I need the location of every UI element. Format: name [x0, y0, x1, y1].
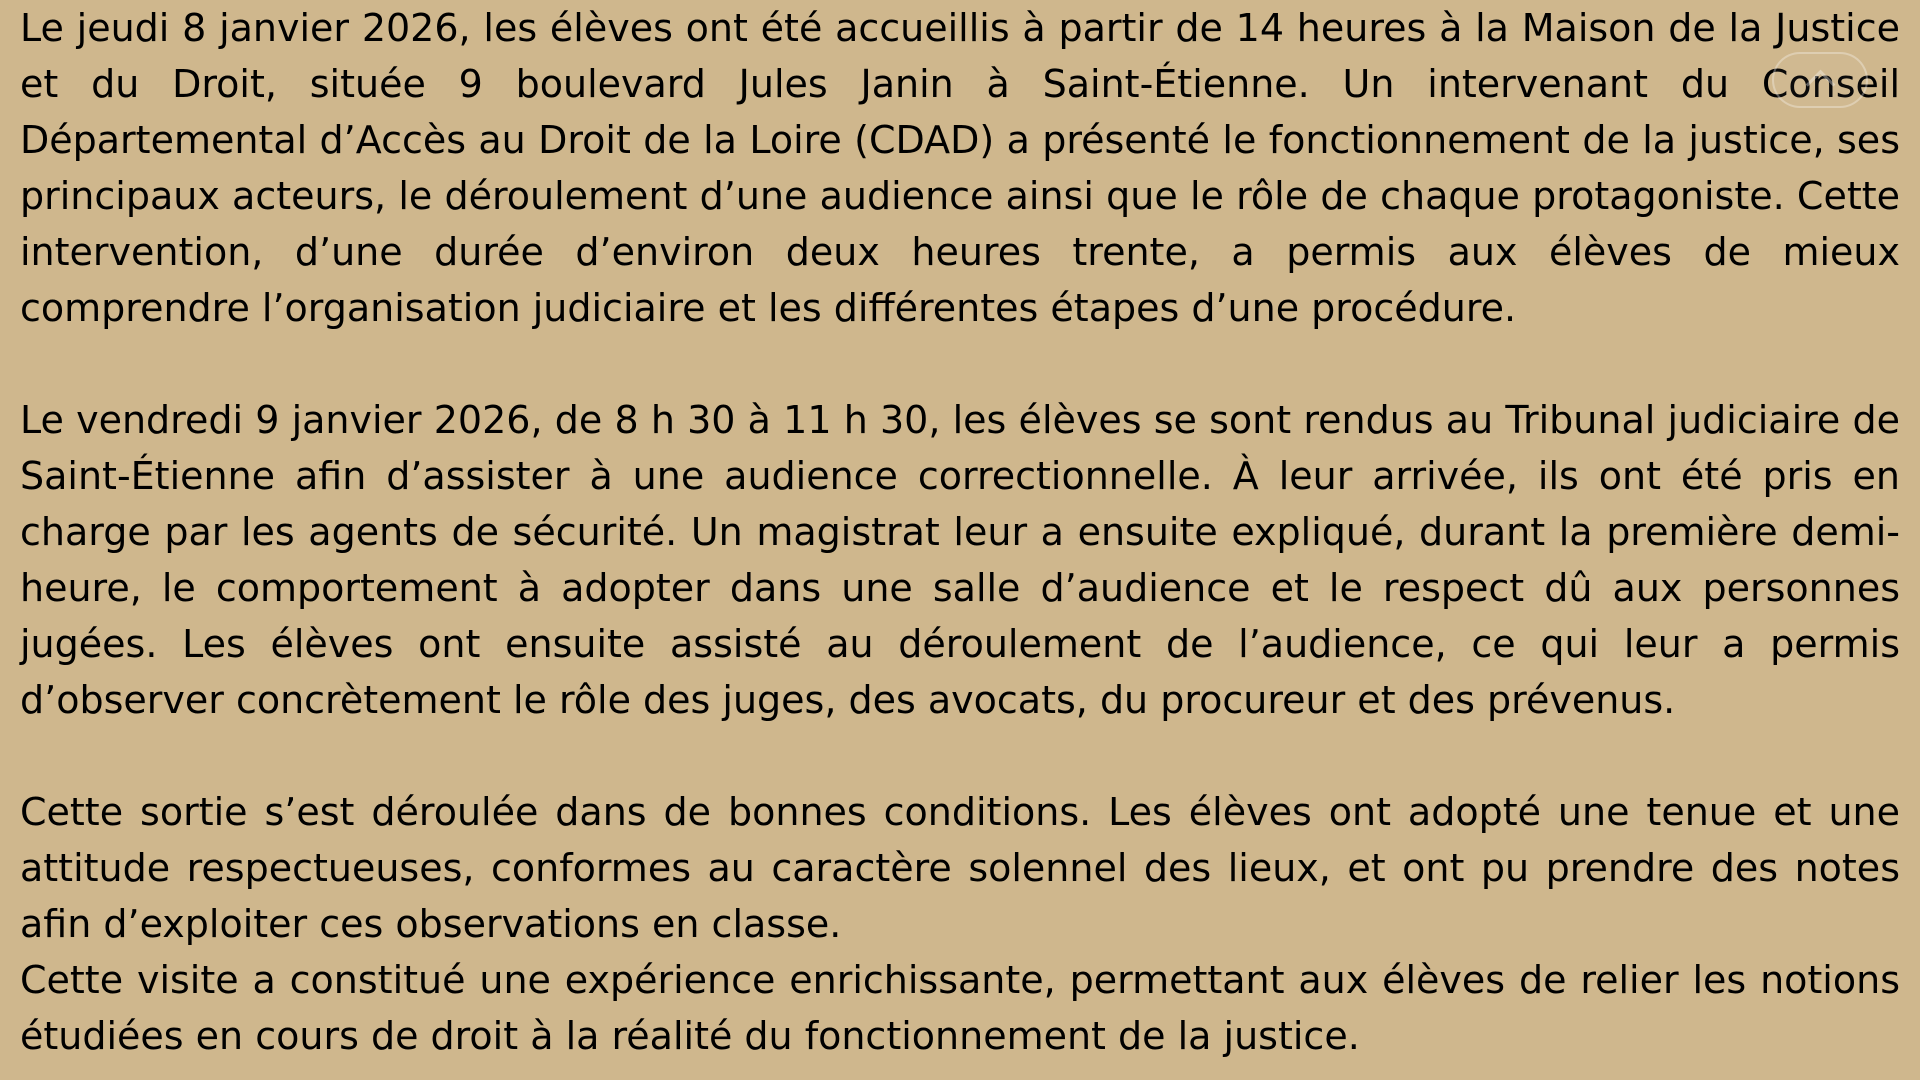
- paragraph-spacer: [20, 336, 1900, 392]
- paragraph-conditions: Cette sortie s’est déroulée dans de bonnes conditions. Les élèves ont adopté une tenue et une attitude respectueuses, conformes au caractère solennel des lieux, et ont pu prendre des notes afin d’exploiter ces observations en classe.: [20, 790, 1900, 946]
- paragraph-conclusion: Cette visite a constitué une expérience enrichissante, permettant aux élèves de relier les notions étudiées en cours de droit à la réalité du fonctionnement de la justice.: [20, 958, 1900, 1058]
- paragraph-second-day: Le vendredi 9 janvier 2026, de 8 h 30 à 11 h 30, les élèves se sont rendus au Tribunal judiciaire de Saint-Étienne afin d’assister à une audience correctionnelle. À leur arrivée, ils ont été pris en charge par les agents de sécurité. Un magistrat leur a ensuite expliqué, durant la première demi-heure, le comportement à adopter dans une salle d’audience et le respect dû aux personnes jugées. Les élèves ont ensuite assisté au déroulement de l’audience, ce qui leur a permis d’observer concrètement le rôle des juges, des avocats, du procureur et des prévenus.: [20, 398, 1900, 722]
- paragraph-first-day: Le jeudi 8 janvier 2026, les élèves ont été accueillis à partir de 14 heures à la Maison de la Justice et du Droit, située 9 boulevard Jules Janin à Saint-Étienne. Un intervenant du Conseil Départemental d’Accès au Droit de la Loire (CDAD) a présenté le fonctionnement de la justice, ses principaux acteurs, le déroulement d’une audience ainsi que le rôle de chaque protagoniste. Cette intervention, d’une durée d’environ deux heures trente, a permis aux élèves de mieux comprendre l’organisation judiciaire et les différentes étapes d’une procédure.: [20, 6, 1900, 330]
- collapse-button[interactable]: [1772, 52, 1868, 108]
- paragraph-spacer: [20, 728, 1900, 784]
- chevron-up-icon: [1805, 69, 1835, 99]
- article-body: [20, 0, 1900, 1064]
